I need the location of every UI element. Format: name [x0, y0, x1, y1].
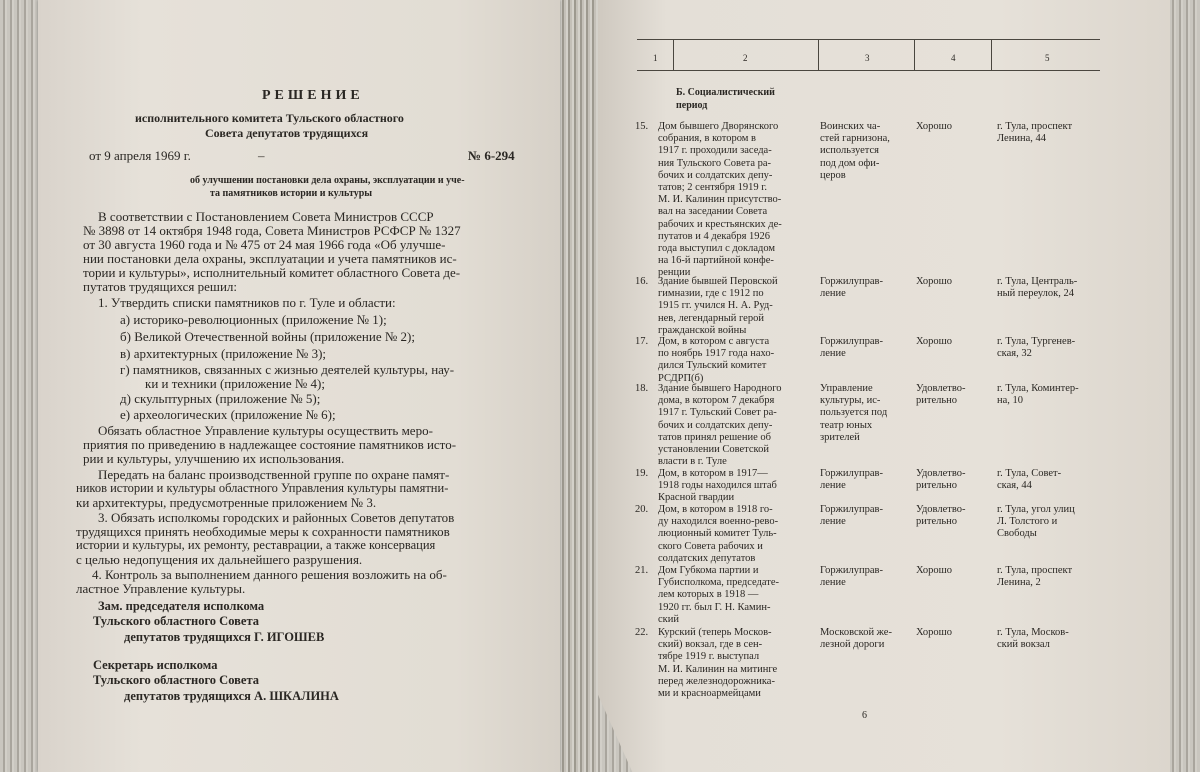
row-condition: Удовлетво- рительно — [916, 383, 966, 407]
row-condition: Удовлетво- рительно — [916, 468, 966, 492]
row-number: 20. — [635, 504, 649, 515]
body-line: ластное Управление культуры. — [76, 581, 246, 596]
row-user: Горжилуправ- ление — [820, 504, 883, 528]
table-top-rule — [637, 39, 1100, 40]
row-number: 19. — [635, 468, 649, 479]
signature-line: Тульского областного Совета — [93, 673, 259, 687]
issuer-line-2: Совета депутатов трудящихся — [205, 126, 369, 140]
row-address: г. Тула, проспект Ленина, 2 — [997, 565, 1073, 589]
row-number: 22. — [635, 627, 649, 638]
row-user: Горжилуправ- ление — [820, 565, 883, 589]
row-number: 15. — [635, 121, 649, 132]
row-address: г. Тула, Коминтер- на, 10 — [997, 383, 1079, 407]
body-line: с целью недопущения их дальнейшего разрушения. — [76, 552, 363, 567]
row-number: 17. — [635, 336, 649, 347]
row-condition: Удовлетво- рительно — [916, 504, 966, 528]
body-line: Обязать областное Управление культуры осуществить меро- — [98, 423, 433, 438]
section-heading: Б. Социалистический период — [676, 87, 775, 111]
row-description: Здание бывшего Народного дома, в котором 7 декабря 1917 г. Тульский Совет ра- бочих и солдатских депу- татов принял решение об установлении Советской власти в г. Туле — [658, 383, 782, 468]
row-condition: Хорошо — [916, 627, 953, 638]
body-line: рии и культуры, улучшению их использования. — [83, 451, 345, 466]
row-number: 18. — [635, 383, 649, 394]
row-user: Воинских ча- стей гарнизона, используется под дом офи- церов — [820, 121, 890, 181]
row-description: Дом Губкома партии и Губисполкома, председате- лем которых в 1918 — 1920 гг. был Г. Н. Камин- ский — [658, 565, 779, 625]
body-line: истории и культуры, их ремонту, реставрации, а также консервация — [76, 538, 436, 552]
body-line: в) архитектурных (приложение № 3); — [120, 346, 327, 361]
subject-line-1: об улучшении постановки дела охраны, эксплуатации и уче- — [190, 175, 465, 186]
date-dash: – — [258, 148, 265, 163]
body-line: от 30 августа 1960 года и № 475 от 24 мая 1966 года «Об улучше- — [83, 237, 446, 252]
body-line: 1. Утвердить списки памятников по г. Туле и области: — [98, 295, 396, 310]
row-address: г. Тула, проспект Ленина, 44 — [997, 121, 1073, 145]
body-line: Передать на баланс производственной группе по охране памят- — [98, 467, 450, 482]
column-header-5: 5 — [1045, 53, 1050, 63]
column-divider — [818, 40, 819, 70]
row-address: г. Тула, Централь- ный переулок, 24 — [997, 276, 1078, 300]
table-header-rule — [637, 70, 1100, 71]
issuer-line-1: исполнительного комитета Тульского областного — [135, 111, 404, 125]
signature-line: Тульского областного Совета — [93, 614, 259, 628]
row-user: Горжилуправ- ление — [820, 336, 883, 360]
row-condition: Хорошо — [916, 565, 953, 576]
row-address: г. Тула, Москов- ский вокзал — [997, 627, 1069, 651]
column-divider — [914, 40, 915, 70]
subject-line-2: та памятников истории и культуры — [210, 188, 373, 199]
row-condition: Хорошо — [916, 336, 953, 347]
column-divider — [673, 40, 674, 70]
column-header-4: 4 — [951, 53, 956, 63]
body-line: трудящихся принять необходимые меры к сохранности памятников — [76, 524, 450, 539]
row-user: Горжилуправ- ление — [820, 468, 883, 492]
document-title: РЕШЕНИЕ — [262, 88, 364, 103]
row-description: Курский (теперь Москов- ский) вокзал, где в сен- тябре 1919 г. выступал М. И. Калинин на митинге перед железнодорожника- ми и красноармейцами — [658, 627, 778, 700]
body-line: г) памятников, связанных с жизнью деятелей культуры, нау- — [120, 362, 455, 377]
row-number: 21. — [635, 565, 649, 576]
row-description: Дом бывшего Дворянского собрания, в котором в 1917 г. проходили заседа- ния Тульского Совета ра- бочих и солдатских депу- татов; 2 сентября 1919 г. М. И. Калинин присутство- вал на заседании Совета рабочих и крестьянских де- путатов и 4 декабря 1926 года выступил с докладом на 16-й партийной конфе- ренции — [658, 121, 782, 279]
row-description: Здание бывшей Перовской гимназии, где с 1912 по 1915 гг. учился Н. А. Руд- нев, легендарный герой гражданской войны — [658, 276, 778, 336]
row-user: Управление культуры, ис- пользуется под театр юных зрителей — [820, 383, 888, 443]
body-line: ников истории и культуры областного Управления культуры памятни- — [76, 481, 449, 495]
row-description: Дом, в котором в 1917— 1918 годы находился штаб Красной гвардии — [658, 468, 777, 504]
row-condition: Хорошо — [916, 121, 953, 132]
signature-igoshev: депутатов трудящихся Г. ИГОШЕВ — [124, 630, 325, 644]
body-line: В соответствии с Постановлением Совета Министров СССР — [98, 209, 434, 224]
body-line: нии постановки дела охраны, эксплуатации и учета памятников ис- — [83, 251, 457, 266]
body-line: ки и техники (приложение № 4); — [145, 376, 325, 391]
body-line: а) историко-революционных (приложение № 1); — [120, 312, 387, 327]
body-line: путатов трудящихся решил: — [83, 279, 238, 294]
body-line: б) Великой Отечественной войны (приложение № 2); — [120, 329, 415, 344]
signature-line: Секретарь исполкома — [93, 658, 218, 672]
body-line: д) скульптурных (приложение № 5); — [120, 391, 321, 406]
body-line: ки архитектуры, предусмотренные приложением № 3. — [76, 495, 377, 510]
row-number: 16. — [635, 276, 649, 287]
row-description: Дом, в котором в 1918 го- ду находился военно-рево- люционный комитет Туль- ского Совета рабочих и солдатских депутатов — [658, 504, 779, 564]
column-header-2: 2 — [743, 53, 748, 63]
decision-date: от 9 апреля 1969 г. — [89, 148, 191, 163]
column-divider — [991, 40, 992, 70]
row-description: Дом, в котором с августа по ноябрь 1917 года нахо- дился Тульский комитет РСДРП(б) — [658, 336, 775, 384]
body-line: тории и культуры», исполнительный комитет областного Совета де- — [83, 265, 461, 280]
signature-shkalina: депутатов трудящихся А. ШКАЛИНА — [124, 689, 339, 703]
row-address: г. Тула, Совет- ская, 44 — [997, 468, 1062, 492]
book-gutter — [560, 0, 598, 772]
body-line: № 3898 от 14 октября 1948 года, Совета Министров РСФСР № 1327 — [83, 223, 461, 238]
body-line: 3. Обязать исполкомы городских и районных Советов депутатов — [98, 510, 455, 525]
row-address: г. Тула, угол улиц Л. Толстого и Свободы — [997, 504, 1075, 540]
row-condition: Хорошо — [916, 276, 953, 287]
signature-line: Зам. председателя исполкома — [98, 599, 265, 613]
body-line: е) археологических (приложение № 6); — [120, 407, 336, 422]
column-header-3: 3 — [865, 53, 870, 63]
row-user: Московской же- лезной дороги — [820, 627, 892, 651]
body-line: приятия по приведению в надлежащее состояние памятников исто- — [83, 437, 457, 452]
column-header-1: 1 — [653, 53, 658, 63]
body-line: 4. Контроль за выполнением данного решения возложить на об- — [92, 567, 447, 582]
row-address: г. Тула, Тургенев- ская, 32 — [997, 336, 1076, 360]
row-user: Горжилуправ- ление — [820, 276, 883, 300]
decision-number: № 6-294 — [468, 148, 515, 163]
page-number: 6 — [862, 710, 867, 721]
